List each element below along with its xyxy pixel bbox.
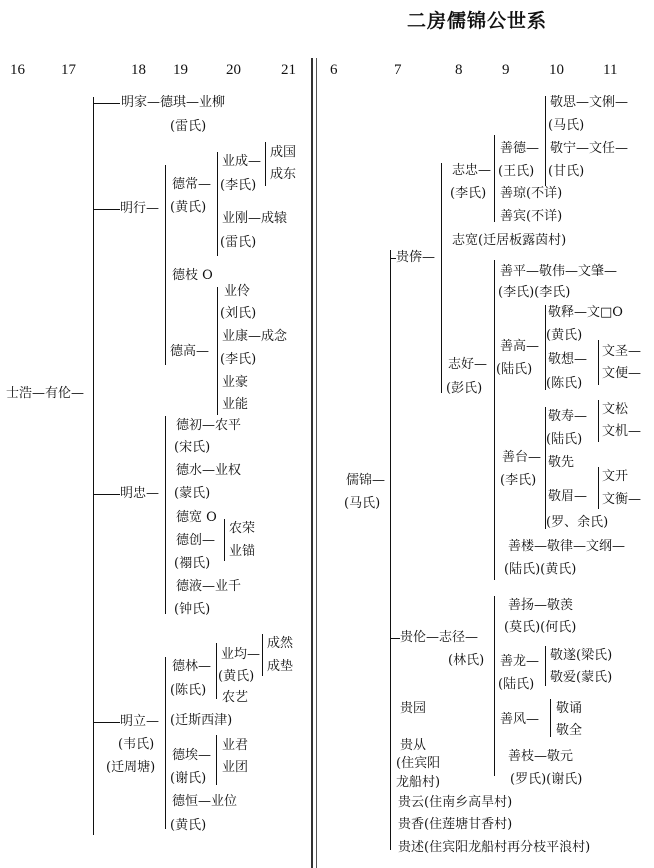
tree-entry: 农荣 <box>229 521 256 536</box>
generation-number: 8 <box>455 62 463 78</box>
tree-entry: (李氏) <box>450 186 487 201</box>
tree-connector <box>494 135 495 222</box>
tree-connector <box>390 638 400 639</box>
tree-entry: 成国 <box>270 145 297 160</box>
tree-entry: 贵园 <box>400 701 427 716</box>
tree-entry: 善枝—敬元 <box>508 749 574 764</box>
tree-connector <box>494 260 495 580</box>
tree-entry: (李氏) <box>220 352 257 367</box>
tree-entry: 贵香(住莲塘甘香村) <box>398 817 513 832</box>
tree-entry: 敬思—文俐— <box>550 95 629 110</box>
tree-entry: (陆氏)(黄氏) <box>504 562 577 577</box>
tree-entry: 业团 <box>222 760 249 775</box>
tree-entry: 敬宁—文任— <box>550 141 629 156</box>
generation-number: 6 <box>330 62 338 78</box>
tree-entry: 德水—业权 <box>176 463 242 478</box>
tree-entry: 业均— <box>221 647 261 662</box>
generation-number: 17 <box>61 62 76 78</box>
tree-connector <box>390 250 391 850</box>
tree-entry: (雷氏) <box>220 235 257 250</box>
tree-entry: (韦氏) <box>118 737 155 752</box>
tree-entry: (禤氏) <box>174 556 211 571</box>
generation-number: 7 <box>394 62 402 78</box>
tree-entry: 善台— <box>502 450 542 465</box>
tree-entry: 文衡— <box>602 492 642 507</box>
column-divider <box>316 58 317 868</box>
tree-connector <box>93 494 120 495</box>
tree-connector <box>217 152 218 256</box>
tree-entry: 敬全 <box>556 723 583 738</box>
tree-connector <box>165 657 166 829</box>
tree-entry: 农艺 <box>222 690 249 705</box>
tree-connector <box>598 467 599 509</box>
tree-entry: 善龙— <box>500 654 540 669</box>
tree-entry: 业锚 <box>229 544 256 559</box>
tree-entry: 成垫 <box>267 659 294 674</box>
generation-number: 21 <box>281 62 296 78</box>
generation-number: 19 <box>173 62 188 78</box>
tree-entry: 志好— <box>448 357 488 372</box>
tree-entry: 敬爱(蒙氏) <box>550 670 613 685</box>
tree-entry: 德枝 O <box>172 268 213 283</box>
tree-entry: (李氏) <box>220 178 257 193</box>
tree-entry: 明行— <box>120 201 160 216</box>
tree-connector <box>224 519 225 561</box>
tree-entry: (罗氏)(谢氏) <box>510 772 583 787</box>
tree-entry: 明家—德琪—业柳 <box>121 95 226 110</box>
tree-entry: 贵云(住南乡高旱村) <box>398 795 513 810</box>
tree-entry: (王氏) <box>498 164 535 179</box>
tree-entry: 敬遂(梁氏) <box>550 648 613 663</box>
tree-connector <box>545 305 546 390</box>
tree-entry: 文圣— <box>602 344 642 359</box>
tree-entry: (陆氏) <box>498 677 535 692</box>
tree-connector <box>545 407 546 529</box>
tree-entry: 业成— <box>222 154 262 169</box>
tree-entry: 善德— <box>500 141 540 156</box>
tree-entry: (刘氏) <box>220 306 257 321</box>
tree-entry: 文开 <box>602 469 629 484</box>
tree-entry: (迁斯西津) <box>170 713 233 728</box>
tree-connector <box>598 400 599 442</box>
tree-entry: 敬释—文□O <box>548 305 623 320</box>
tree-entry: (迁周塘) <box>106 760 156 775</box>
tree-entry: 业刚—成辕 <box>222 211 288 226</box>
tree-entry: (蒙氏) <box>174 486 211 501</box>
tree-entry: 文机— <box>602 424 642 439</box>
generation-number: 9 <box>502 62 510 78</box>
generation-number: 10 <box>549 62 564 78</box>
tree-connector <box>265 142 266 186</box>
tree-connector <box>93 722 120 723</box>
tree-entry: 文便— <box>602 366 642 381</box>
tree-entry: 敬想— <box>548 352 588 367</box>
tree-entry: 贵伦—志径— <box>400 630 479 645</box>
tree-entry: 业君 <box>222 738 249 753</box>
tree-connector <box>93 209 120 210</box>
tree-entry: 成然 <box>267 636 294 651</box>
tree-entry: 明忠— <box>120 486 160 501</box>
tree-entry: 敬寿— <box>548 409 588 424</box>
column-divider <box>311 58 313 868</box>
tree-entry: 志宽(迁居板露茵村) <box>452 233 567 248</box>
tree-entry: 德宽 O <box>176 510 217 525</box>
tree-entry: 德埃— <box>172 748 212 763</box>
tree-entry: 成东 <box>270 167 297 182</box>
tree-entry: 贵从 <box>400 738 427 753</box>
tree-connector <box>165 165 166 365</box>
tree-entry: 善高— <box>500 339 540 354</box>
tree-entry: (宋氏) <box>174 440 211 455</box>
tree-entry: (陆氏) <box>496 362 533 377</box>
tree-connector <box>216 735 217 785</box>
tree-connector <box>390 258 396 259</box>
generation-number: 18 <box>131 62 146 78</box>
tree-entry: (黄氏) <box>170 200 207 215</box>
tree-connector <box>216 643 217 699</box>
tree-entry: 明立— <box>120 714 160 729</box>
generation-number: 20 <box>226 62 241 78</box>
tree-entry: (钟氏) <box>174 602 211 617</box>
tree-connector <box>217 287 218 415</box>
tree-entry: 善宾(不详) <box>500 209 563 224</box>
tree-entry: (甘氏) <box>548 164 585 179</box>
tree-connector <box>598 340 599 385</box>
tree-connector <box>441 163 442 393</box>
tree-entry: 敬诵 <box>556 701 583 716</box>
tree-entry: 善风— <box>500 712 540 727</box>
tree-entry: 业能 <box>222 397 249 412</box>
tree-connector <box>494 596 495 776</box>
tree-entry: 德初—农平 <box>176 418 242 433</box>
tree-entry: 德高— <box>170 344 210 359</box>
tree-entry: (罗、余氏) <box>546 515 609 530</box>
tree-entry: 业伶 <box>224 284 251 299</box>
tree-entry: 志忠— <box>452 163 492 178</box>
tree-entry: 儒锦— <box>346 473 386 488</box>
tree-connector <box>262 634 263 676</box>
generation-number: 16 <box>10 62 25 78</box>
page-title: 二房儒锦公世系 <box>407 10 548 32</box>
tree-connector <box>550 699 551 737</box>
tree-entry: 善扬—敬羡 <box>508 598 574 613</box>
tree-entry: 敬眉— <box>548 489 588 504</box>
tree-connector <box>545 646 546 686</box>
tree-entry: 业豪 <box>222 375 249 390</box>
tree-entry: (黄氏) <box>170 818 207 833</box>
tree-entry: (马氏) <box>344 496 381 511</box>
tree-entry: 敬先 <box>548 455 575 470</box>
tree-entry: (李氏) <box>500 473 537 488</box>
generation-number: 11 <box>603 62 618 78</box>
tree-entry: (莫氏)(何氏) <box>504 620 577 635</box>
tree-entry: (雷氏) <box>170 119 207 134</box>
tree-entry: 士浩—有伦— <box>6 386 85 401</box>
tree-entry: 德创— <box>176 533 216 548</box>
tree-entry: (李氏)(李氏) <box>498 285 571 300</box>
tree-entry: (住宾阳 <box>396 756 441 771</box>
tree-entry: (黄氏) <box>218 669 255 684</box>
tree-connector <box>93 97 94 835</box>
tree-entry: 德恒—业位 <box>172 794 238 809</box>
tree-entry: 贵倴— <box>396 250 436 265</box>
tree-entry: 德液—业千 <box>176 579 242 594</box>
tree-entry: (陆氏) <box>546 432 583 447</box>
tree-entry: 善琼(不详) <box>500 186 563 201</box>
tree-entry: (马氏) <box>548 118 585 133</box>
tree-entry: (彭氏) <box>446 381 483 396</box>
tree-entry: (黄氏) <box>546 328 583 343</box>
tree-entry: 德林— <box>172 659 212 674</box>
tree-entry: 业康—成念 <box>222 329 288 344</box>
tree-entry: 德常— <box>172 177 212 192</box>
tree-entry: (陈氏) <box>170 683 207 698</box>
tree-entry: 善楼—敬律—文纲— <box>508 539 626 554</box>
tree-entry: 文松 <box>602 402 629 417</box>
tree-entry: (陈氏) <box>546 376 583 391</box>
tree-entry: 贵述(住宾阳龙船村再分枝平浪村) <box>398 840 591 855</box>
tree-entry: 善平—敬伟—文肇— <box>500 264 618 279</box>
tree-entry: (林氏) <box>448 653 485 668</box>
tree-entry: 龙船村) <box>396 775 441 790</box>
tree-connector <box>165 416 166 614</box>
tree-connector <box>545 96 546 186</box>
tree-connector <box>93 103 120 104</box>
tree-entry: (谢氏) <box>170 771 207 786</box>
